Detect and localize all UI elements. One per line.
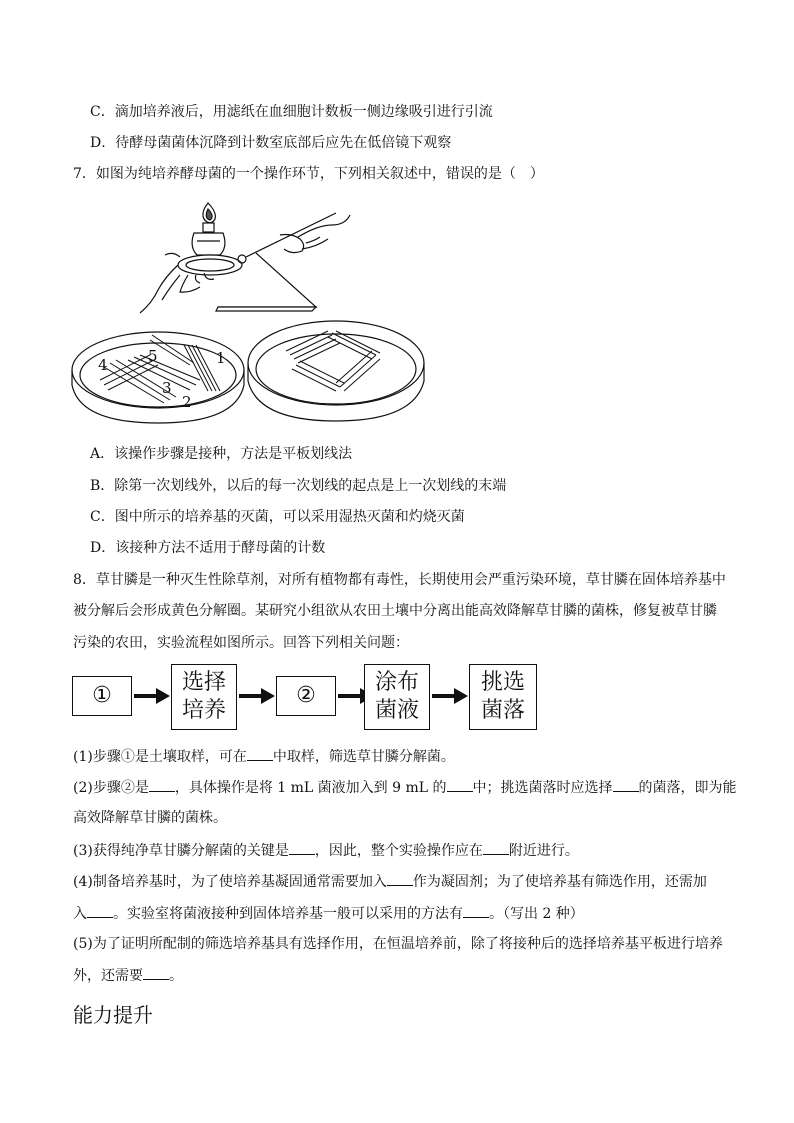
flow-step-3-label: ②	[296, 683, 316, 708]
q8-sub4	[73, 871, 707, 892]
answer-blank[interactable]	[463, 903, 489, 918]
answer-blank[interactable]	[149, 777, 175, 792]
flow-step-5-label-b: 菌落	[480, 698, 525, 723]
flow-step-4-label-a: 涂布	[374, 670, 419, 695]
q6-option-c: C．滴加培养液后，用滤纸在血细胞计数板一侧边缘吸引进行引流	[90, 104, 493, 120]
q8-sub2-text-a: (2)步骤②是	[73, 780, 149, 796]
flow-step-5	[469, 664, 537, 730]
q8-sub2-cont: 高效降解草甘膦的菌株。	[73, 810, 227, 826]
q8-sub5-text-b: 外，还需要	[73, 968, 143, 984]
q8-sub4-text-d: 。实验室将菌液接种到固体培养基一般可以采用的方法有	[113, 906, 463, 922]
q8-sub3	[73, 840, 579, 861]
answer-blank[interactable]	[289, 840, 315, 855]
flow-step-4-label-b: 菌液	[374, 698, 419, 723]
q8-sub3-text-c: 附近进行。	[508, 843, 579, 859]
q8-sub2	[73, 777, 737, 798]
section-title: 能力提升	[73, 1003, 153, 1027]
q8-sub2-text-d: 的菌落，即为能	[638, 780, 737, 796]
flow-arrow-1	[134, 686, 172, 706]
alcohol-lamp	[192, 203, 225, 255]
q7-stem: 7．如图为纯培养酵母菌的一个操作环节，下列相关叙述中，错误的是（ ）	[73, 166, 544, 182]
q8-sub1	[73, 746, 455, 767]
left-hand	[140, 253, 242, 313]
q8-sub5-text-c: 。	[169, 968, 183, 984]
streak-plate-figure	[70, 195, 430, 430]
dish-number-3: 3	[162, 379, 172, 397]
flow-step-5-label-a: 挑选	[480, 670, 525, 695]
flow-step-1-label: ①	[92, 683, 112, 708]
q8-sub4-text-e: 。（写出 2 种）	[489, 906, 584, 922]
flow-arrow-2	[239, 686, 277, 706]
right-hand-with-loop	[238, 213, 350, 263]
flow-step-2	[171, 664, 237, 730]
answer-blank[interactable]	[483, 840, 509, 855]
q8-sub4-text-b: 作为凝固剂；为了使培养基有筛选作用，还需加	[412, 874, 707, 890]
answer-blank[interactable]	[247, 746, 273, 761]
answer-blank[interactable]	[447, 777, 473, 792]
q7-option-a: A．该操作步骤是接种，方法是平板划线法	[90, 446, 353, 462]
q8-sub1-text-b: 中取样，筛选草甘膦分解菌。	[272, 749, 455, 765]
flow-step-4	[364, 664, 430, 730]
dish-number-1: 1	[216, 349, 226, 367]
q8-stem-line2: 被分解后会形成黄色分解圈。某研究小组欲从农田土壤中分离出能高效降解草甘膦的菌株，修复被草甘膦	[73, 603, 717, 619]
q8-sub2-text-b: ，具体操作是将 1 mL 菌液加入到 9 mL 的	[174, 780, 447, 796]
answer-blank[interactable]	[387, 871, 413, 886]
dish-number-5: 5	[148, 347, 158, 365]
flow-step-2-label-b: 培养	[181, 698, 226, 723]
q8-sub5-cont	[73, 965, 183, 986]
q8-sub4-text-c: 入	[73, 906, 87, 922]
q6-option-d: D．待酵母菌菌体沉降到计数室底部后应先在低倍镜下观察	[90, 135, 452, 151]
q7-option-b: B．除第一次划线外，以后的每一次划线的起点是上一次划线的末端	[90, 478, 507, 494]
q8-sub4-cont	[73, 903, 584, 924]
flow-step-2-label-a: 选择	[181, 670, 226, 695]
dish-number-4: 4	[98, 356, 108, 374]
q8-sub1-text-a: (1)步骤①是土壤取样，可在	[73, 749, 247, 765]
dish-number-2: 2	[182, 393, 192, 411]
q8-sub2-text-c: 中；挑选菌落时应选择	[472, 780, 613, 796]
flow-step-1	[72, 676, 132, 716]
petri-dish-streaked	[248, 321, 424, 421]
answer-blank[interactable]	[613, 777, 639, 792]
q8-sub4-text-a: (4)制备培养基时，为了使培养基凝固通常需要加入	[73, 874, 387, 890]
answer-blank[interactable]	[143, 965, 169, 980]
q8-sub3-text-a: (3)获得纯净草甘膦分解菌的关键是	[73, 843, 289, 859]
q8-stem-line3: 污染的农田，实验流程如图所示。回答下列相关问题：	[73, 635, 409, 651]
q7-option-c: C．图中所示的培养基的灭菌，可以采用湿热灭菌和灼烧灭菌	[90, 509, 465, 525]
petri-dish-numbered	[72, 332, 244, 423]
q8-flow-chart	[72, 664, 542, 734]
flow-step-3	[276, 676, 336, 716]
flow-arrow-4	[432, 686, 470, 706]
answer-blank[interactable]	[87, 903, 113, 918]
q8-sub3-text-b: ，因此，整个实验操作应在	[314, 843, 483, 859]
q8-stem-line1: 8．草甘膦是一种灭生性除草剂，对所有植物都有毒性，长期使用会严重污染环境，草甘膦在固体培养基中	[73, 572, 726, 588]
q8-sub5: (5)为了证明所配制的筛选培养基具有选择作用，在恒温培养前，除了将接种后的选择培养基平板进行培养	[73, 936, 723, 952]
q7-option-d: D．该接种方法不适用于酵母菌的计数	[90, 540, 326, 556]
